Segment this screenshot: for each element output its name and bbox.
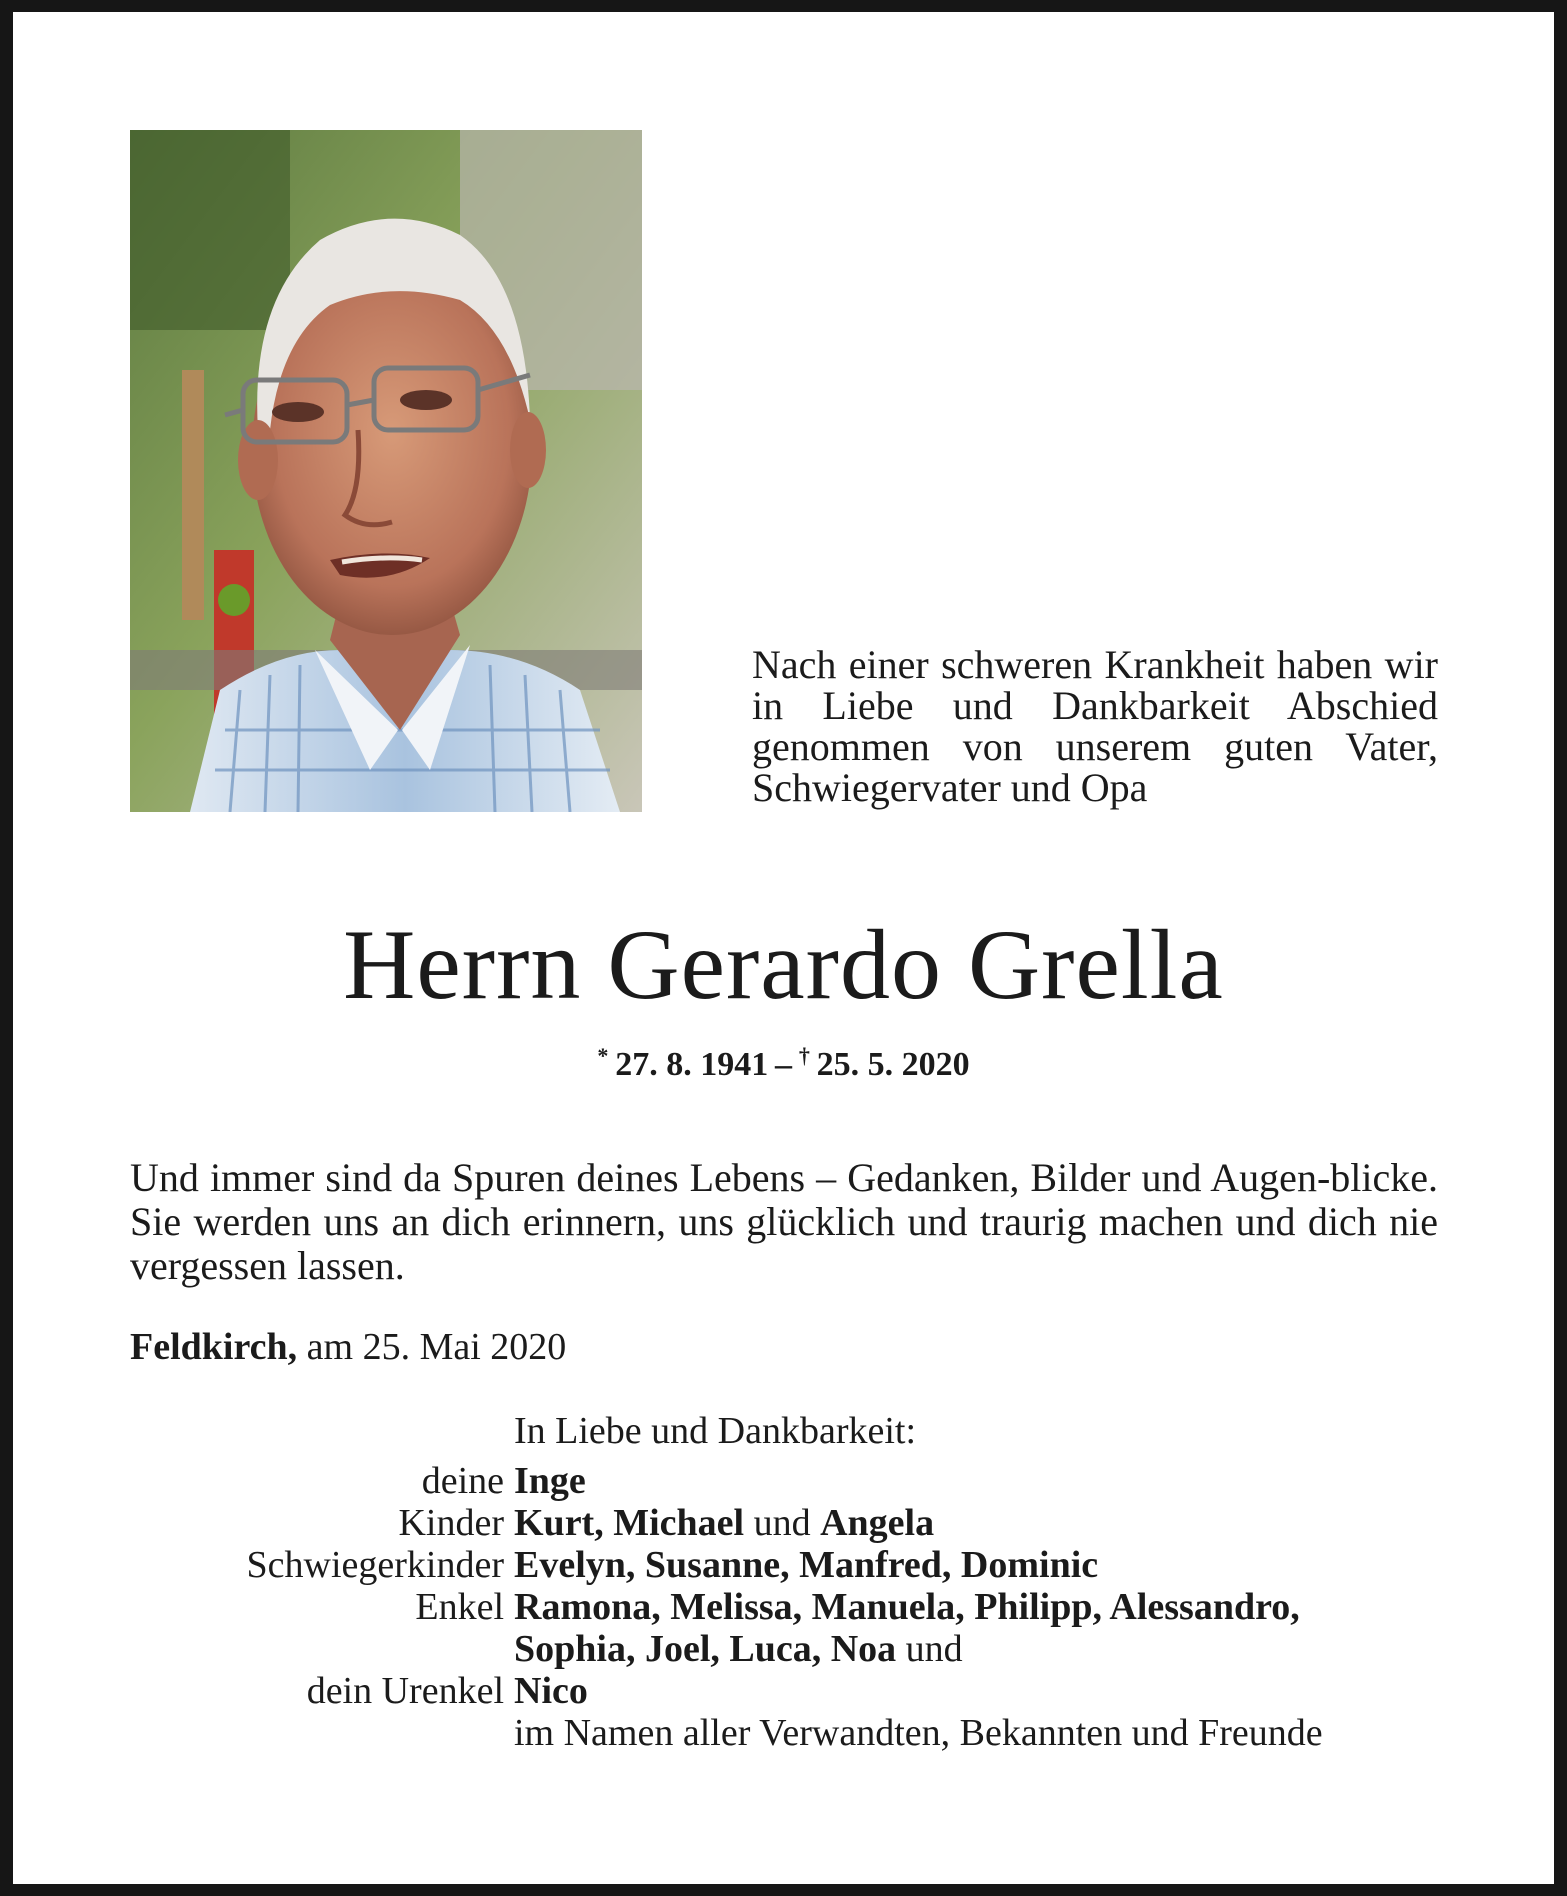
mourner-connector: und — [896, 1628, 963, 1670]
deceased-name: Herrn Gerardo Grella — [343, 909, 1224, 1020]
mourner-role: deine — [421, 1460, 504, 1502]
mourner-names — [514, 1502, 1440, 1544]
mourner-names — [514, 1544, 1440, 1586]
mourners-list — [130, 1460, 1440, 1712]
mourner-role: Enkel — [415, 1586, 504, 1628]
mourner-row — [130, 1460, 1440, 1502]
mourner-role: Schwiegerkinder — [246, 1544, 504, 1586]
mourner-row — [130, 1502, 1440, 1544]
mourner-name: Inge — [514, 1460, 586, 1502]
place-and-date — [130, 1325, 1030, 1369]
memorial-verse: Und immer sind da Spuren deines Lebens – Gedanken, Bilder und Augen-blicke. Sie werden uns an dich erinnern, uns glücklich und traurig machen und dich nie vergessen lassen. — [130, 1155, 1438, 1288]
mourner-connector: und — [744, 1502, 821, 1544]
mourner-name: Ramona, Melissa, Manuela, Philipp, Alessandro, — [514, 1586, 1300, 1628]
portrait-illustration — [130, 130, 642, 812]
mourners-section — [130, 1410, 1440, 1754]
place-city: Feldkirch, — [130, 1326, 298, 1368]
birth-symbol: * — [597, 1043, 609, 1068]
mourners-closing: im Namen aller Verwandten, Bekannten und Freunde — [514, 1712, 1323, 1754]
mourner-name: Kurt, Michael — [514, 1502, 745, 1544]
intro-text: Nach einer schweren Krankheit haben wir in Liebe und Dankbarkeit Abschied genommen von unserem guten Vater, Schwiegervater und Opa — [752, 642, 1438, 810]
mourner-row — [130, 1586, 1440, 1628]
death-date: 25. 5. 2020 — [816, 1046, 970, 1083]
mourner-names — [514, 1460, 1440, 1502]
birth-date: 27. 8. 1941 — [615, 1046, 769, 1083]
mourner-name: Nico — [514, 1670, 588, 1712]
mourner-names — [514, 1586, 1440, 1628]
mourner-role: Kinder — [398, 1502, 504, 1544]
place-date: am 25. Mai 2020 — [306, 1326, 567, 1368]
mourners-heading: In Liebe und Dankbarkeit: — [514, 1410, 917, 1452]
mourner-row — [130, 1670, 1440, 1712]
life-dates — [0, 1034, 1567, 1087]
mourner-name: Angela — [820, 1502, 935, 1544]
mourner-role — [130, 1628, 514, 1670]
date-separator: – — [775, 1046, 792, 1083]
mourner-role: dein Urenkel — [306, 1670, 504, 1712]
mourner-row — [130, 1544, 1440, 1586]
death-symbol: † — [798, 1043, 810, 1068]
mourner-row — [130, 1628, 1440, 1670]
portrait-photo — [130, 130, 642, 812]
mourner-name: Evelyn, Susanne, Manfred, Dominic — [514, 1544, 1099, 1586]
mourner-names — [514, 1670, 1440, 1712]
mourner-name: Sophia, Joel, Luca, Noa — [514, 1628, 897, 1670]
mourner-names — [514, 1628, 1440, 1670]
